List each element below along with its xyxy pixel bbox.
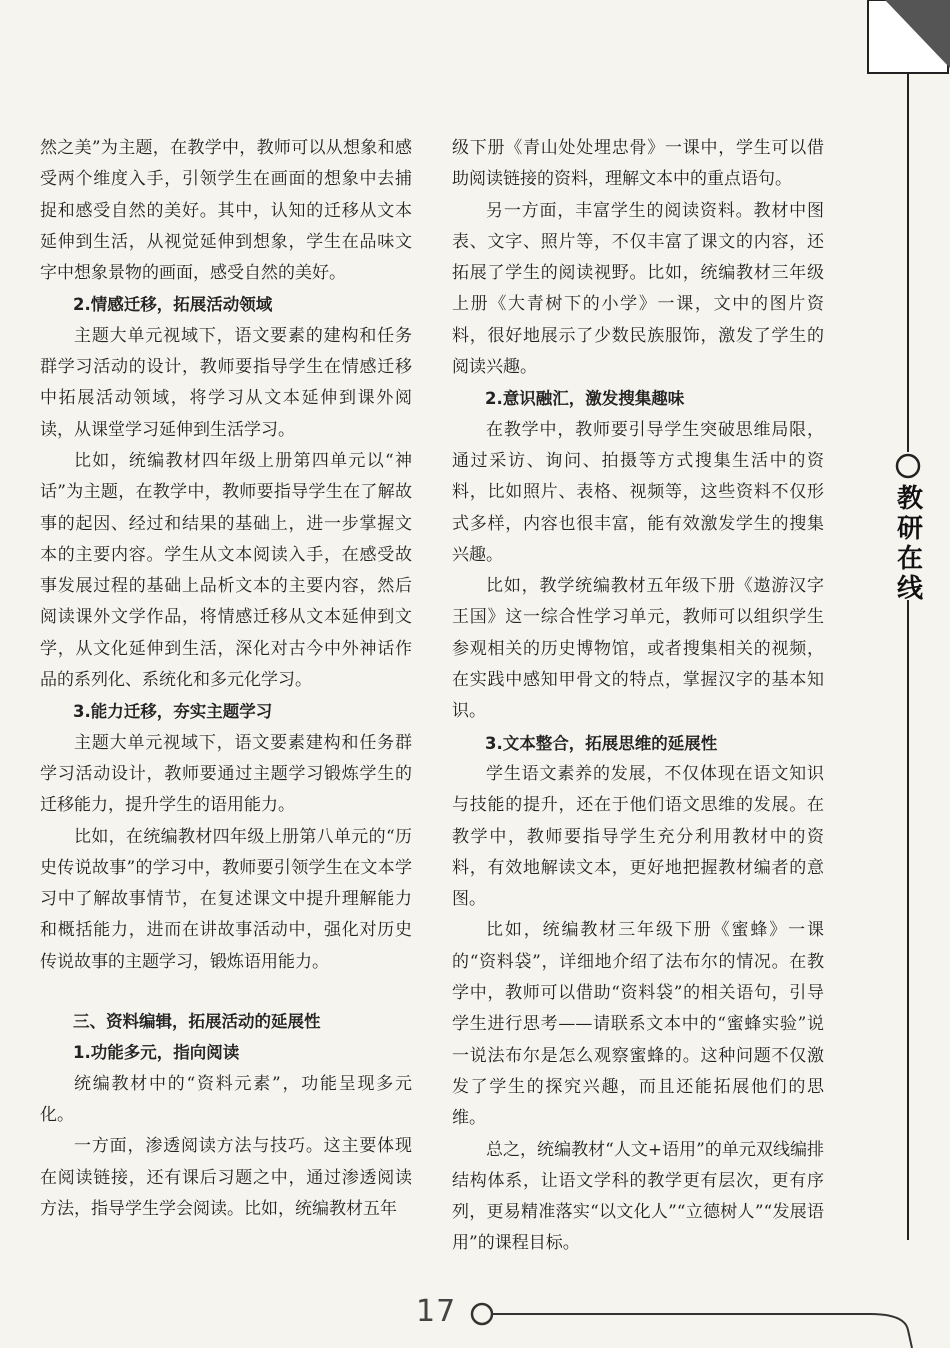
paragraph: 另一方面，丰富学生的阅读资料。教材中图表、文字、照片等，不仅丰富了课文的内容，还拓展了学生的阅读视野。比如，统编教材三年级上册《大青树下的小学》一课，文中的图片资料，很好地展示了少数民族服饰，激发了学生的阅读兴趣。 bbox=[452, 200, 824, 378]
subheading: 3.文本整合，拓展思维的延展性 bbox=[485, 733, 718, 753]
paragraph: 总之，统编教材“人文+语用”的单元双线编排结构体系，让语文学科的教学更有层次，更有序列，更易精准落实“以文化人”“立德树人”“发展语用”的课程目标。 bbox=[452, 1139, 824, 1254]
paragraph: 级下册《青山处处埋忠骨》一课中，学生可以借助阅读链接的资料，理解文本中的重点语句。 bbox=[452, 138, 824, 190]
subheading: 2.情感迁移，拓展活动领域 bbox=[73, 295, 273, 315]
paragraph: 一方面，渗透阅读方法与技巧。这主要体现在阅读链接，还有课后习题之中，通过渗透阅读方法，指导学生学会阅读。比如，统编教材五年 bbox=[40, 1136, 412, 1219]
column-label: 教 研 在 线 bbox=[896, 484, 923, 604]
paragraph: 在教学中，教师要引导学生突破思维局限，通过采访、询问、拍摄等方式搜集生活中的资料，比如照片、表格、视频等，这些资料不仅形式多样，内容也很丰富，能有效激发学生的搜集兴趣。 bbox=[452, 419, 824, 565]
subheading: 1.功能多元，指向阅读 bbox=[73, 1043, 240, 1063]
paragraph: 统编教材中的“资料元素”，功能呈现多元化。 bbox=[40, 1073, 412, 1125]
paragraph: 主题大单元视域下，语文要素的建构和任务群学习活动的设计，教师要指导学生在情感迁移中拓展活动领域，将学习从文本延伸到课外阅读，从课堂学习延伸到生活学习。 bbox=[40, 325, 412, 440]
section-heading: 三、资料编辑，拓展活动的延展性 bbox=[73, 1012, 321, 1032]
subheading: 2.意识融汇，激发搜集趣味 bbox=[485, 389, 685, 409]
paragraph: 比如，统编教材四年级上册第四单元以“神话”为主题，在教学中，教师要指导学生在了解故事的起因、经过和结果的基础上，进一步掌握文本的主要内容。学生从文本阅读入手，在感受故事发展过程的基础上品析文本的主要内容，然后阅读课外文学作品，将情感迁移从文本延伸到文学，从文化延伸到生活，深化对古今中外神话作品的系列化、系统化和多元化学习。 bbox=[40, 450, 412, 691]
subheading: 3.能力迁移，夯实主题学习 bbox=[73, 702, 273, 722]
page-number: 17 bbox=[416, 1294, 457, 1329]
paragraph: 主题大单元视域下，语文要素建构和任务群学习活动设计，教师要通过主题学习锻炼学生的迁移能力，提升学生的语用能力。 bbox=[40, 732, 412, 816]
footer-circle bbox=[472, 1304, 492, 1324]
paragraph: 学生语文素养的发展，不仅体现在语文知识与技能的提升，还在于他们语文思维的发展。在教学中，教师要指导学生充分利用教材中的资料，有效地解读文本，更好地把握教材编者的意图。 bbox=[452, 763, 824, 910]
paragraph: 比如，在统编教材四年级上册第八单元的“历史传说故事”的学习中，教师要引领学生在文本学习中了解故事情节，在复述课文中提升理解能力和概括能力，进而在讲故事活动中，强化对历史传说故事的主题学习，锻炼语用能力。 bbox=[40, 826, 412, 972]
footer-rule bbox=[492, 1314, 912, 1348]
paragraph: 然之美”为主题，在教学中，教师可以从想象和感受两个维度入手，引领学生在画面的想象中去捕捉和感受自然的美好。其中，认知的迁移从文本延伸到生活，从视觉延伸到想象，学生在品味文字中想象景物的画面，感受自然的美好。 bbox=[40, 138, 412, 284]
side-rule-circle bbox=[897, 455, 919, 477]
right-column bbox=[452, 133, 824, 1260]
paragraph: 比如，统编教材三年级下册《蜜蜂》一课的“资料袋”，详细地介绍了法布尔的情况。在教学中，教师可以借助“资料袋”的相关语句，引导学生进行思考——请联系文本中的“蜜蜂实验”说一说法布尔是怎么观察蜜蜂的。这种问题不仅激发了学生的探究兴趣，而且还能拓展他们的思维。 bbox=[452, 920, 824, 1129]
paragraph: 比如，教学统编教材五年级下册《遨游汉字王国》这一综合性学习单元，教师可以组织学生参观相关的历史博物馆，或者搜集相关的视频，在实践中感知甲骨文的特点，掌握汉字的基本知识。 bbox=[452, 576, 824, 722]
left-column bbox=[40, 133, 412, 1225]
